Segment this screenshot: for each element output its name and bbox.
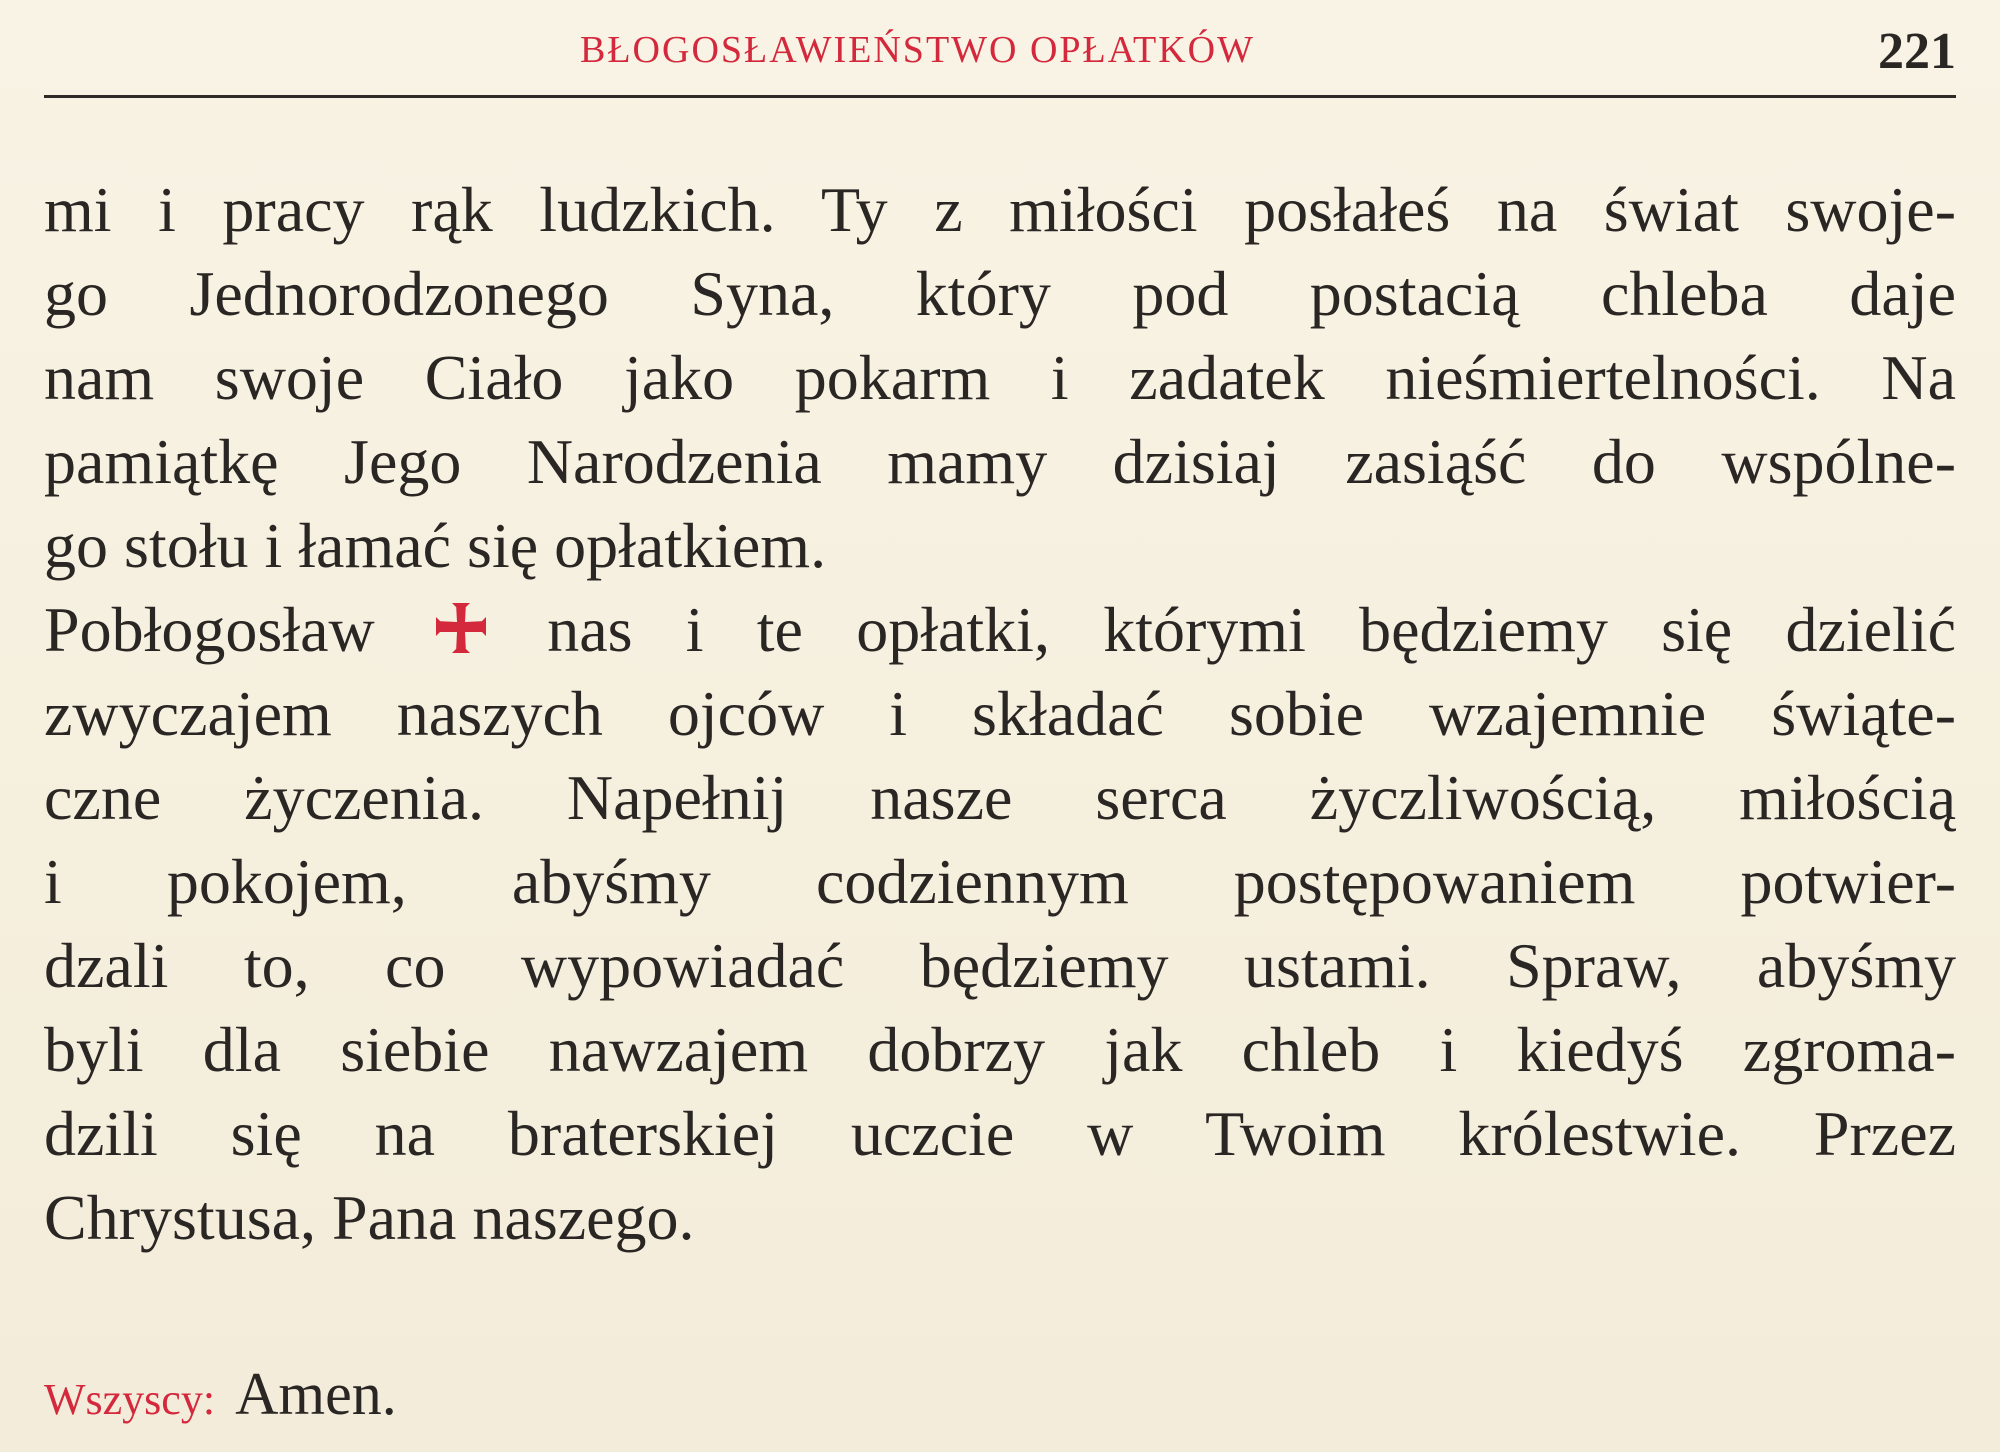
text-line: dzili się na braterskiej uczcie w Twoim królestwie. Przez <box>44 1098 1956 1169</box>
running-header <box>0 22 2000 82</box>
response-text: Amen. <box>235 1361 397 1427</box>
text-line: pamiątkę Jego Narodzenia mamy dzisiaj zasiąść do wspólne- <box>44 426 1956 497</box>
text-line: czne życzenia. Napełnij nasze serca życzliwością, miłością <box>44 762 1956 833</box>
header-rule <box>44 95 1956 98</box>
text-line: Chrystusa, Pana naszego. <box>44 1182 695 1253</box>
running-title: BŁOGOSŁAWIEŃSTWO OPŁATKÓW <box>580 29 1255 71</box>
text-line: dzali to, co wypowiadać będziemy ustami. Spraw, abyśmy <box>44 930 1956 1001</box>
text-line: go Jednorodzonego Syna, który pod postacią chleba daje <box>44 258 1956 329</box>
cross-icon <box>434 592 488 646</box>
response-label: Wszyscy: <box>44 1375 216 1424</box>
text-line: i pokojem, abyśmy codziennym postępowaniem potwier- <box>44 846 1956 917</box>
text-line: zwyczajem naszych ojców i składać sobie wzajemnie świąte- <box>44 678 1956 749</box>
text-line: go stołu i łamać się opłatkiem. <box>44 510 827 581</box>
text-line: mi i pracy rąk ludzkich. Ty z miłości posłałeś na świat swoje- <box>44 174 1956 245</box>
text-line: nam swoje Ciało jako pokarm i zadatek nieśmiertelności. Na <box>44 342 1956 413</box>
text-line: byli dla siebie nawzajem dobrzy jak chleb i kiedyś zgroma- <box>44 1014 1956 1085</box>
page-number: 221 <box>1878 23 1956 80</box>
congregation-response <box>44 1352 397 1436</box>
blessing-text-after: nas i te opłatki, którymi będziemy się dzielić <box>547 594 1956 665</box>
blessing-text-before: Pobłogosław <box>44 594 375 665</box>
prayer-text <box>44 168 1956 1260</box>
blessing-line <box>44 588 1956 672</box>
